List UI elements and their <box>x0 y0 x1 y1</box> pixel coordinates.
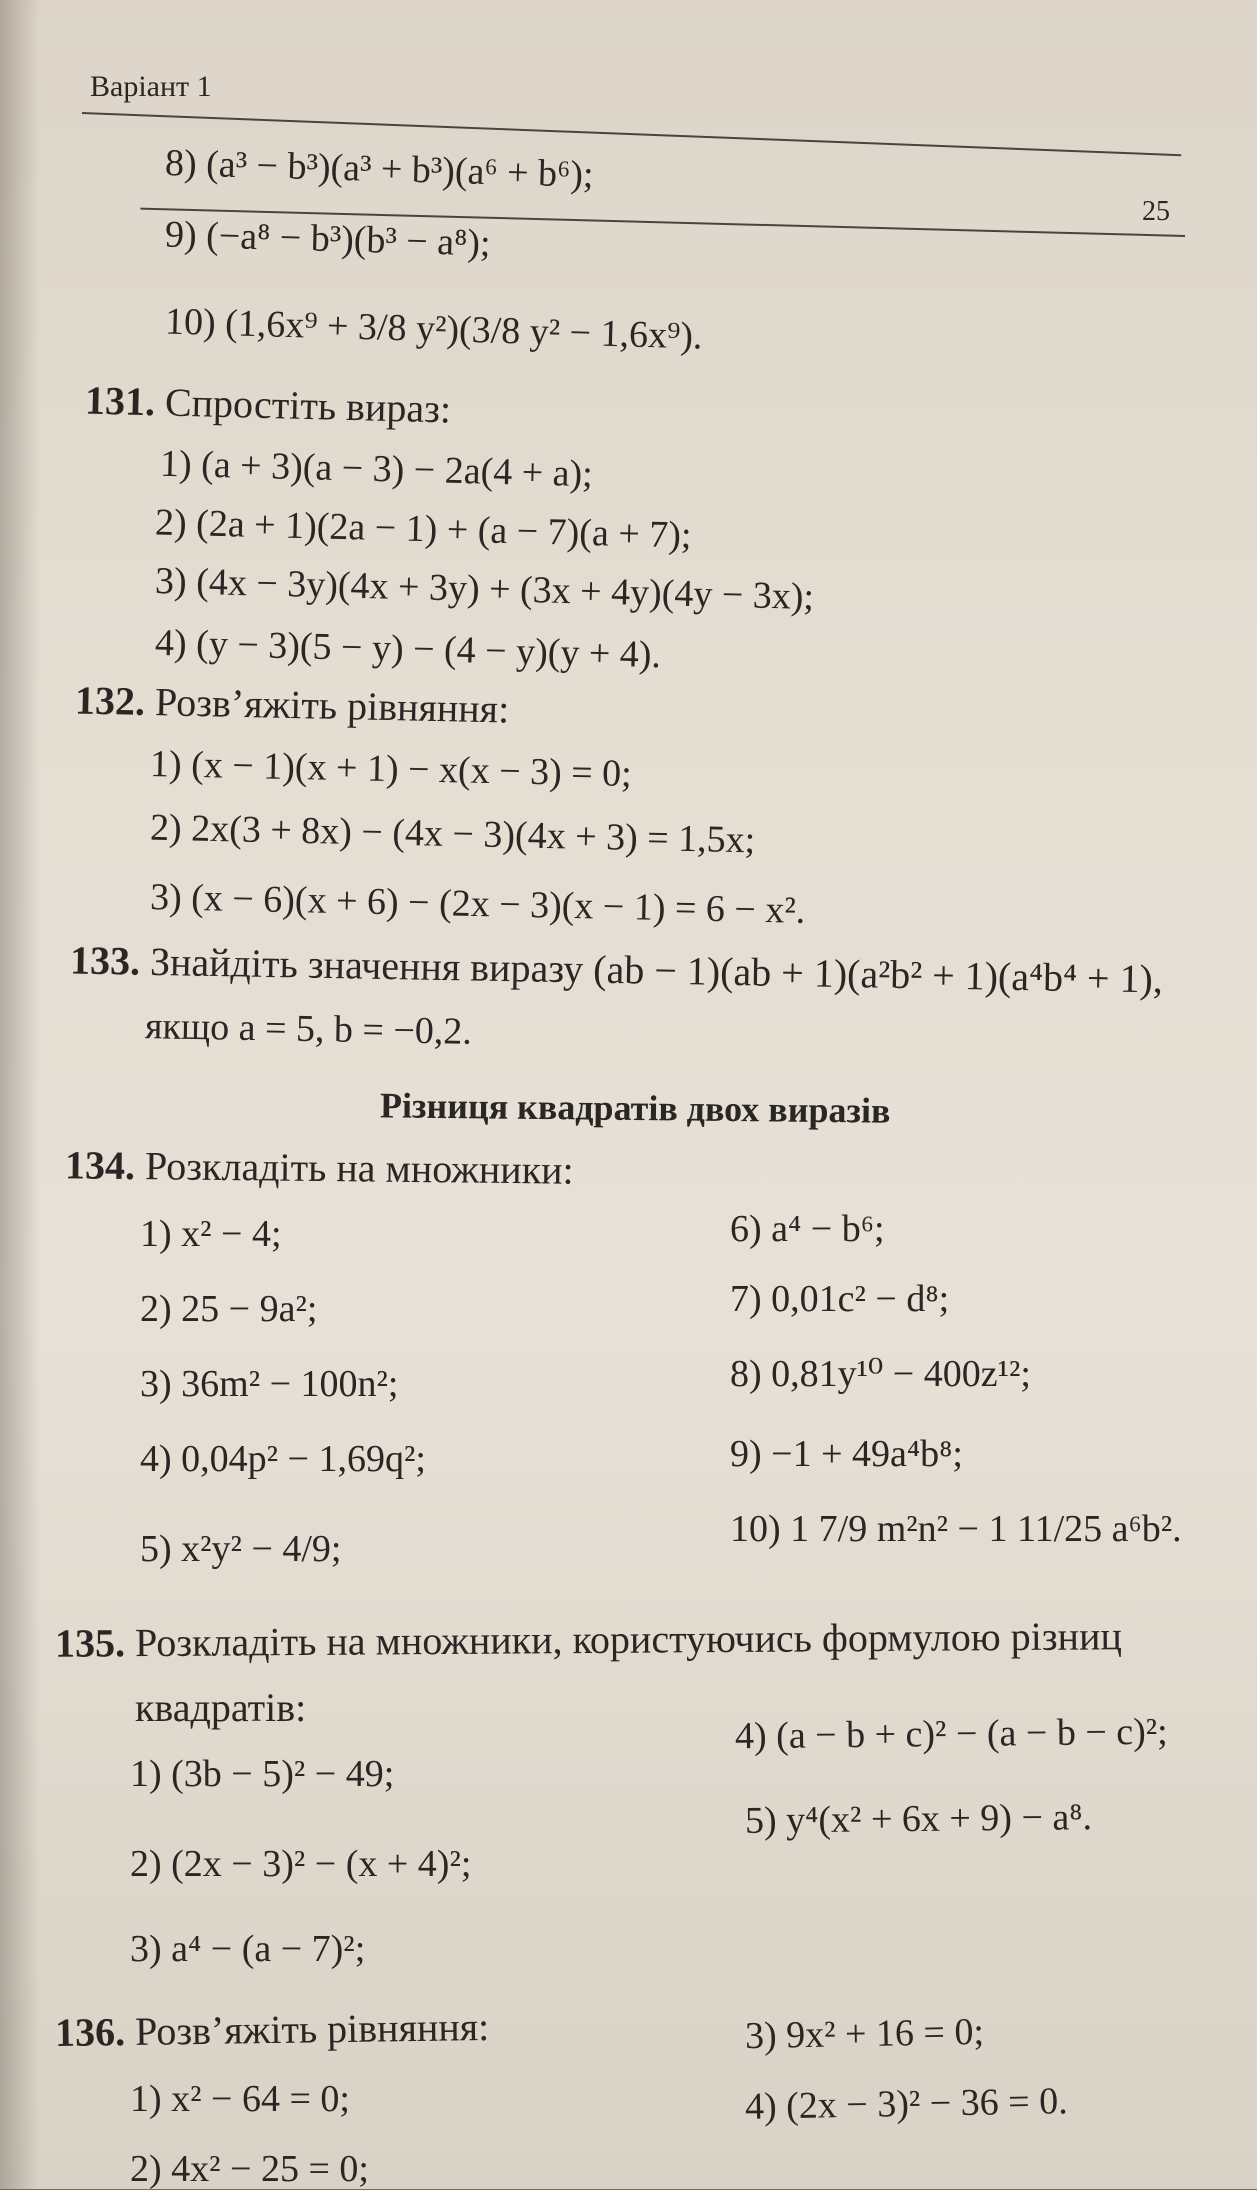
task-134-item-7: 7) 0,01c² − d⁸; <box>730 1278 950 1320</box>
task-135-item-4: 4) (a − b + c)² − (a − b − c)²; <box>734 1710 1168 1758</box>
task-number: 133. <box>69 937 141 984</box>
task-134-item-3: 3) 36m² − 100n²; <box>140 1363 399 1405</box>
task-132-header <box>74 677 510 732</box>
task-135-header <box>54 1613 1122 1666</box>
task-title: Розкладіть на множники: <box>144 1143 574 1193</box>
section-heading: Різниця квадратів двох виразів <box>379 1085 891 1131</box>
page-number: 25 <box>1142 196 1170 227</box>
task-130-item-8: 8) (a³ − b³)(a³ + b³)(a⁶ + b⁶); <box>164 142 595 196</box>
task-135-item-2: 2) (2x − 3)² − (x + 4)²; <box>130 1843 472 1885</box>
task-number: 134. <box>64 1142 136 1189</box>
task-135-item-1: 1) (3b − 5)² − 49; <box>130 1753 395 1795</box>
task-135-item-5: 5) y⁴(x² + 6x + 9) − a⁸. <box>744 1796 1093 1842</box>
task-134-item-2: 2) 25 − 9a²; <box>140 1288 318 1330</box>
task-number: 135. <box>54 1620 126 1666</box>
task-131-item-4: 4) (y − 3)(5 − y) − (4 − y)(y + 4). <box>154 621 662 677</box>
task-130-item-9: 9) (−a⁸ − b³)(b³ − a⁸); <box>164 213 492 265</box>
task-131-item-1: 1) (a + 3)(a − 3) − 2a(4 + a); <box>159 442 594 496</box>
task-133-condition: якщо a = 5, b = −0,2. <box>144 1005 473 1053</box>
task-number: 136. <box>54 2009 126 2056</box>
task-number: 132. <box>74 677 146 724</box>
task-title: Спростіть вираз: <box>164 379 452 432</box>
task-136-item-1: 1) x² − 64 = 0; <box>130 2078 350 2120</box>
variant-label: Варіант 1 <box>90 70 212 103</box>
task-133-header <box>69 937 1164 1002</box>
task-132-item-3: 3) (x − 6)(x + 6) − (2x − 3)(x − 1) = 6 − x². <box>149 876 806 932</box>
task-title: Розв’яжіть рівняння: <box>134 2003 490 2054</box>
task-134-item-9: 9) −1 + 49a⁴b⁸; <box>730 1433 963 1475</box>
task-134-item-5: 5) x²y² − 4/9; <box>140 1528 342 1570</box>
task-135-item-3: 3) a⁴ − (a − 7)²; <box>130 1928 366 1970</box>
task-title: Розв’яжіть рівняння: <box>154 679 510 732</box>
task-136-item-4: 4) (2x − 3)² − 36 = 0. <box>744 2080 1068 2128</box>
task-134-item-4: 4) 0,04p² − 1,69q²; <box>140 1438 426 1480</box>
task-134-item-10: 10) 1 7/9 m²n² − 1 11/25 a⁶b². <box>730 1508 1182 1550</box>
task-title: Розкладіть на множники, користуючись формулою різниц <box>134 1613 1122 1666</box>
task-135-title-cont: квадратів: <box>135 1685 307 1730</box>
task-132-item-2: 2) 2x(3 + 8x) − (4x − 3)(4x + 3) = 1,5x; <box>149 806 756 862</box>
task-134-header <box>64 1142 574 1193</box>
task-134-item-1: 1) x² − 4; <box>140 1213 282 1255</box>
task-131-header <box>84 377 452 432</box>
task-131-item-2: 2) (2a + 1)(2a − 1) + (a − 7)(a + 7); <box>154 501 693 557</box>
task-136-item-3: 3) 9x² + 16 = 0; <box>744 2010 985 2058</box>
task-136-item-2: 2) 4x² − 25 = 0; <box>130 2148 369 2190</box>
task-134-item-8: 8) 0,81y¹⁰ − 400z¹²; <box>730 1353 1031 1395</box>
task-131-item-3: 3) (4x − 3y)(4x + 3y) + (3x + 4y)(4y − 3x); <box>154 559 815 619</box>
task-title: Знайдіть значення виразу <box>149 938 584 992</box>
page-shadow <box>0 0 40 2189</box>
task-number: 131. <box>84 377 156 425</box>
task-expression: (ab − 1)(ab + 1)(a²b² + 1)(a⁴b⁴ + 1), <box>592 946 1164 1002</box>
task-136-header <box>54 2003 490 2056</box>
task-132-item-1: 1) (x − 1)(x + 1) − x(x − 3) = 0; <box>149 742 633 796</box>
task-130-item-10: 10) (1,6x⁹ + 3/8 y²)(3/8 y² − 1,6x⁹). <box>164 300 704 358</box>
task-134-item-6: 6) a⁴ − b⁶; <box>730 1208 885 1250</box>
